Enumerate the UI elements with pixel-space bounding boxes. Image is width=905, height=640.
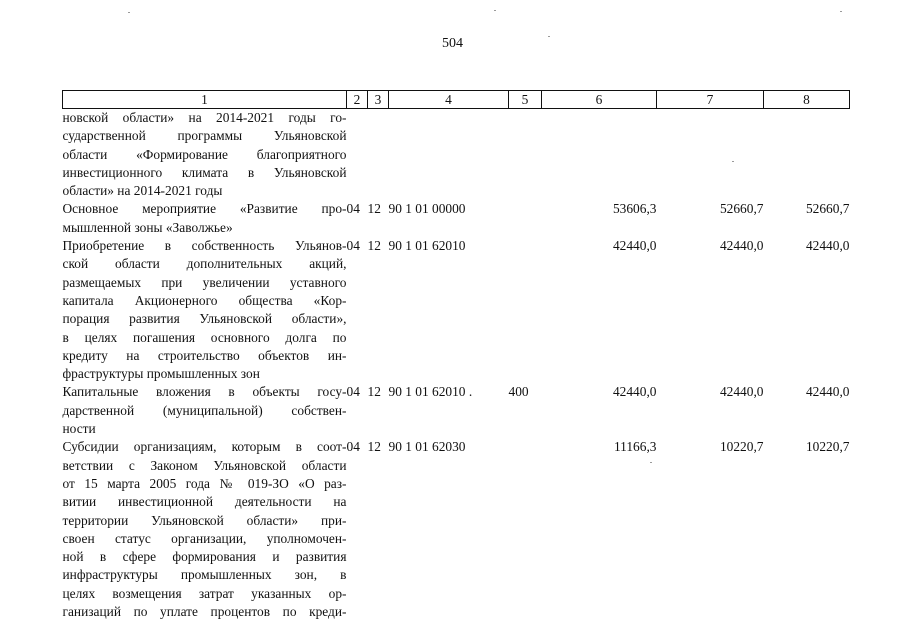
description-line: размещаемых при увеличении уставного <box>62 274 347 290</box>
cell-pr: 12 <box>367 384 381 400</box>
column-header: 8 <box>764 91 850 109</box>
description-line: ности <box>62 421 96 437</box>
cell-value-7: 52660,7 <box>719 201 764 217</box>
row-description <box>63 109 347 201</box>
table-header-row <box>63 91 850 109</box>
cell-vr <box>509 109 542 201</box>
cell-csr: 90 1 01 62010 . <box>388 384 473 400</box>
description-line: от 15 марта 2005 года № 019-ЗО «О раз- <box>62 475 347 491</box>
cell-value-6: 11166,3 <box>613 439 657 455</box>
cell-value-8: 10220,7 <box>805 439 850 455</box>
description-line: целях возмещения затрат указанных ор- <box>62 585 347 601</box>
description-line: области «Формирование благоприятного <box>62 146 347 162</box>
description-line: Капитальные вложения в объекты госу- <box>62 384 347 400</box>
budget-table <box>62 90 850 621</box>
description-line: в целях погашения основного долга по <box>62 329 347 345</box>
table-row <box>63 200 850 237</box>
description-line: Основное мероприятие «Развитие про- <box>62 201 347 217</box>
description-line: мышленной зоны «Заволжье» <box>62 219 233 235</box>
column-header: 6 <box>542 91 657 109</box>
cell-rz: 04 <box>346 238 360 254</box>
description-line: области» на 2014-2021 годы <box>62 183 223 199</box>
description-line: капитала Акционерного общества «Кор- <box>62 292 347 308</box>
description-line: ганизаций по уплате процентов по креди- <box>62 604 347 620</box>
cell-value-6 <box>542 109 657 201</box>
row-description <box>63 438 347 621</box>
cell-csr: 90 1 01 62010 <box>388 238 466 254</box>
cell-pr: 12 <box>367 201 381 217</box>
column-header: 5 <box>509 91 542 109</box>
cell-value-7 <box>657 109 764 201</box>
column-header: 4 <box>389 91 509 109</box>
table-row <box>63 383 850 438</box>
cell-csr: 90 1 01 62030 <box>388 439 466 455</box>
description-line: дарственной (муниципальной) собствен- <box>62 402 347 418</box>
cell-value-8: 42440,0 <box>805 238 850 254</box>
cell-rz: 04 <box>346 384 360 400</box>
cell-vr <box>509 237 542 383</box>
cell-rz: 04 <box>346 439 360 455</box>
description-line: ской области дополнительных акций, <box>62 256 347 272</box>
table-row <box>63 237 850 383</box>
cell-csr <box>389 109 509 201</box>
description-line: инфраструктуры промышленных зон, в <box>62 567 347 583</box>
row-description <box>63 237 347 383</box>
cell-rz: 04 <box>346 201 360 217</box>
description-line: своен статус организации, уполномочен- <box>62 530 347 546</box>
cell-rz <box>347 109 368 201</box>
description-line: новской области» на 2014-2021 годы го- <box>62 110 347 125</box>
description-line: ной в сфере формирования и развития <box>62 549 347 565</box>
page-number: 504 <box>442 36 463 51</box>
description-line: кредиту на строительство объектов ин- <box>62 347 347 363</box>
cell-csr: 90 1 01 00000 <box>388 201 466 217</box>
description-line: фраструктуры промышленных зон <box>62 366 260 382</box>
row-description <box>63 200 347 237</box>
table-row <box>63 109 850 201</box>
cell-vr <box>509 200 542 237</box>
scan-speck <box>128 12 130 13</box>
cell-value-8: 52660,7 <box>805 201 850 217</box>
description-line: витии инвестиционной деятельности на <box>62 494 347 510</box>
description-line: Субсидии организациям, которым в соот- <box>62 439 347 455</box>
description-line: территории Ульяновской области» при- <box>62 512 347 528</box>
scan-speck <box>548 36 550 37</box>
cell-value-8 <box>764 109 850 201</box>
description-line: порация развития Ульяновской области», <box>62 311 347 327</box>
cell-pr: 12 <box>367 238 381 254</box>
scan-speck <box>494 10 496 11</box>
column-header: 1 <box>63 91 347 109</box>
column-header: 7 <box>657 91 764 109</box>
cell-value-8: 42440,0 <box>805 384 850 400</box>
description-line: ветствии с Законом Ульяновской области <box>62 457 347 473</box>
cell-value-6: 53606,3 <box>612 201 657 217</box>
row-description <box>63 383 347 438</box>
description-line: инвестиционного климата в Ульяновской <box>62 164 347 180</box>
description-line: сударственной программы Ульяновской <box>62 128 347 144</box>
cell-pr: 12 <box>367 439 381 455</box>
cell-value-7: 10220,7 <box>719 439 764 455</box>
cell-vr: 400 <box>508 384 529 400</box>
cell-value-7: 42440,0 <box>719 238 764 254</box>
column-header: 3 <box>368 91 389 109</box>
column-header: 2 <box>347 91 368 109</box>
cell-value-6: 42440,0 <box>612 384 657 400</box>
cell-vr <box>509 438 542 621</box>
cell-value-6: 42440,0 <box>612 238 657 254</box>
scan-speck <box>840 11 842 12</box>
cell-pr <box>368 109 389 201</box>
table-row <box>63 438 850 621</box>
cell-value-7: 42440,0 <box>719 384 764 400</box>
description-line: Приобретение в собственность Ульянов- <box>62 238 347 254</box>
